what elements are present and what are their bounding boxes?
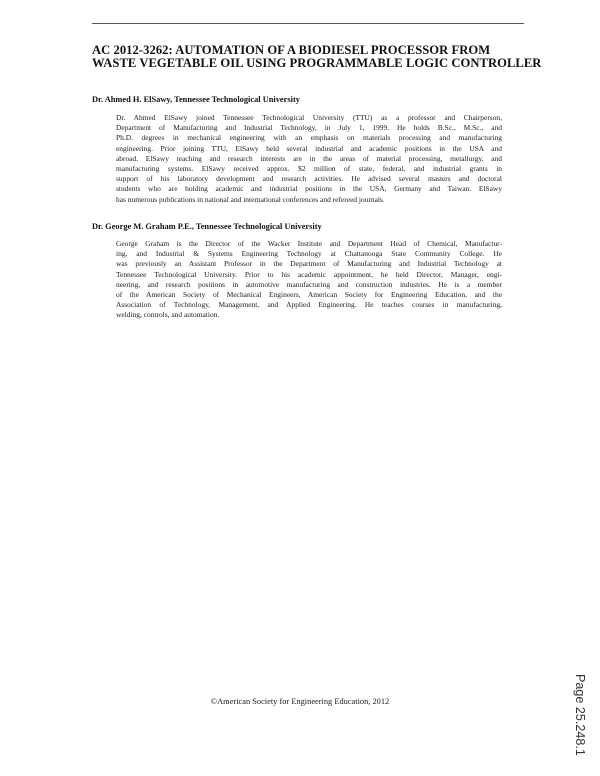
bio-line: Department of Manufacturing and Industrial Technology, in July 1, 1999. He holds B.Sc., M.Sc., and [116, 123, 502, 133]
bio-line: Dr. Ahmed ElSawy joined Tennessee Technological University (TTU) as a professor and Chairperson, [116, 113, 502, 122]
bio-line: of the American Society of Mechanical Engineers, American Society for Engineering Education, and the [116, 290, 502, 300]
author-bio-graham [116, 239, 502, 321]
bio-line: students who are holding academic and industrial positions in the USA, Germany and Taiwan. ElSawy [116, 184, 502, 194]
bio-line: neering, and research positions in automotive manufacturing and construction industries. He is a member [116, 279, 502, 289]
author-heading-graham: Dr. George M. Graham P.E., Tennessee Technological University [92, 222, 322, 231]
author-heading-elsawy: Dr. Ahmed H. ElSawy, Tennessee Technological University [92, 95, 300, 104]
bio-line: support of his laboratory development and research activities. He advised several masters and doctoral [116, 174, 502, 184]
bio-line: abroad. ElSawy teaching and research interests are in the areas of material processing, metallurgy, and [116, 153, 502, 163]
copyright-footer: ©American Society for Engineering Education, 2012 [210, 697, 390, 706]
page-number: Page 25.248.1 [573, 674, 587, 756]
bio-line: manufacturing systems. ElSawy received approx. $2 million of state, federal, and industrial grants in [116, 164, 502, 174]
bio-line: Tennessee Technological University. Prior to his academic appointment, he held Director, Manager, engi- [116, 269, 502, 279]
bio-line: engineering. Prior joining TTU, ElSawy held several industrial and academic positions in the USA and [116, 143, 502, 153]
author-bio-elsawy [116, 113, 502, 205]
bio-line: Association of Technology, Management, and Applied Engineering. He teaches courses in manufacturing, [116, 300, 502, 310]
paper-title [92, 44, 562, 70]
bio-line: has numerous publications in national and international conferences and refereed journals. [116, 194, 385, 204]
paper-title-line: AC 2012-3262: AUTOMATION OF A BIODIESEL PROCESSOR FROM [92, 43, 491, 57]
bio-line: ing, and Industrial & Systems Engineering Technology at Chattanooga State Community College. He [116, 249, 502, 259]
bio-line: George Graham is the Director of the Wacker Institute and Department Head of Chemical, Manufactur- [116, 239, 502, 248]
bio-line: Ph.D. degrees in mechanical engineering with an emphasis on materials processing and manufacturing [116, 133, 502, 143]
bio-line: welding, controls, and automation. [116, 310, 220, 320]
header-rule [92, 23, 524, 24]
paper-title-line: WASTE VEGETABLE OIL USING PROGRAMMABLE LOGIC CONTROLLER [92, 56, 542, 70]
bio-line: was previously an Assistant Professor in the Department of Manufacturing and Industrial Technology at [116, 259, 502, 269]
